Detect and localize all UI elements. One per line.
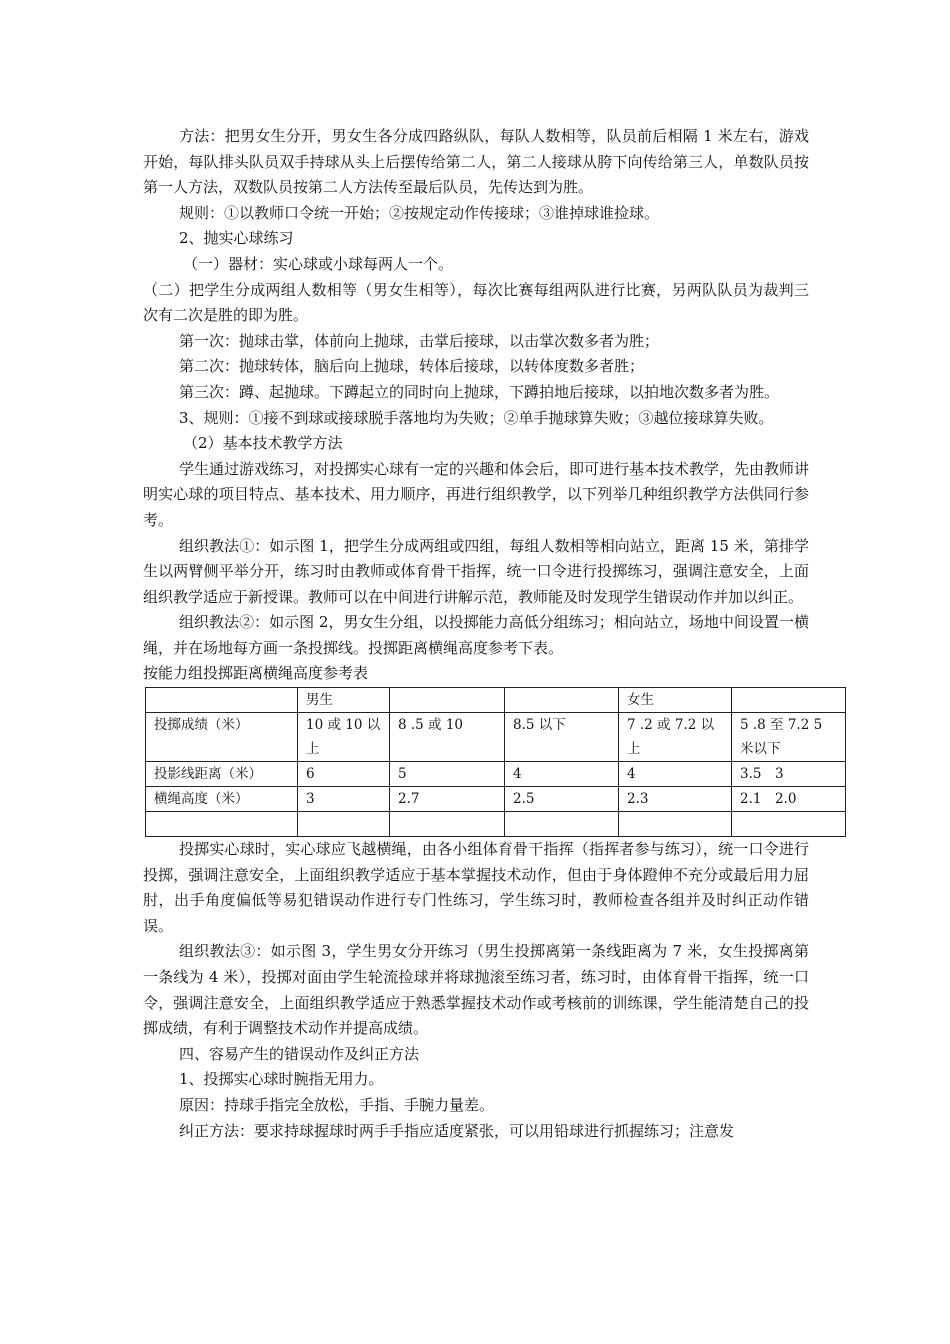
- table-cell: 2.7: [390, 787, 505, 812]
- table-cell: [390, 812, 505, 837]
- heading-error-1: 1、投掷实心球时腕指无用力。: [179, 1070, 384, 1089]
- table-cell: 3.5 3: [732, 762, 846, 787]
- table-cell: 4: [619, 762, 732, 787]
- table-cell: 10 或 10 以上: [298, 713, 390, 762]
- table-cell: 2.1 2.0: [732, 787, 846, 812]
- paragraph-rules-2: 3、规则：①接不到球或接球脱手落地均为失败；②单手抛球算失败；③越位接球算失败。: [179, 408, 774, 427]
- reference-table: [145, 687, 846, 837]
- paragraph-second-round: 第二次：抛球转体，脑后向上抛球，转体后接球，以转体度数多者胜；: [179, 357, 645, 376]
- table-cell: [298, 812, 390, 837]
- table-cell: 2.3: [619, 787, 732, 812]
- table-row: [146, 762, 846, 787]
- table-cell: [505, 688, 619, 713]
- table-cell: 2.5: [505, 787, 619, 812]
- table-cell: [732, 688, 846, 713]
- paragraph-third-round: 第三次：蹲、起抛球。下蹲起立的同时向上抛球，下蹲拍地后接球，以拍地次数多者为胜。: [179, 382, 780, 401]
- paragraph-method: 方法：把男女生分开，男女生各分成四路纵队，每队人数相等，队员前后相隔 1 米左右，游戏开始，每队排头队员双手持球从头上后摆传给第二人，第二人接球从胯下向传给第三人，单数队员按第一人方法，双数队员按第二人方法传至最后队员，先传达到为胜。: [143, 127, 809, 197]
- document-body: [143, 124, 823, 1144]
- table-cell: 5 .8 至 7.2 5 米以下: [732, 713, 846, 762]
- table-caption: 按能力组投掷距离横绳高度参考表: [143, 664, 369, 683]
- paragraph-equipment: （一）器材：实心球或小球每两人一个。: [183, 254, 454, 273]
- table-cell: 女生: [619, 688, 732, 713]
- table-cell: 男生: [298, 688, 390, 713]
- table-cell: 3: [298, 787, 390, 812]
- table-cell: [619, 812, 732, 837]
- paragraph-grouping: （二）把学生分成两组人数相等（男女生相等），每次比赛每组两队进行比赛，另两队队员为裁判三次有二次是胜的即为胜。: [143, 280, 809, 325]
- table-cell: 7 .2 或 7.2 以上: [619, 713, 732, 762]
- heading-basic-technique: （2）基本技术教学方法: [183, 434, 343, 453]
- table-cell: 8 .5 或 10: [390, 713, 505, 762]
- paragraph-cause: 原因：持球手指完全放松，手指、手腕力量差。: [179, 1096, 495, 1114]
- table-cell: [146, 688, 298, 713]
- paragraph-method-3: 组织教法③：如示图 3，学生男女分开练习（男生投掷离第一条线距离为 7 米，女生投掷离第一条线为 4 米），投掷对面由学生轮流捡球并将球抛滚至练习者，练习时，由体育骨干指挥，统一口令，强调注意安全，上面组织教学适应于熟悉掌握技术动作或考核前的训练课，学生能清楚自己的投掷成绩，有利于调整技术动作并提高成绩。: [143, 942, 809, 1038]
- paragraph-method-1: 组织教法①：如示图 1，把学生分成两组或四组，每组人数相等相向站立，距离 15 米，第排学生以两臂侧平举分开，练习时由教师或体育骨干指挥，统一口令进行投掷练习，强调注意安全，上面组织教学适应于新授课。教师可以在中间进行讲解示范，教师能及时发现学生错误动作并加以纠正。: [143, 536, 809, 606]
- table-cell: 横绳高度（米）: [146, 787, 298, 812]
- table-row: [146, 688, 846, 713]
- table-cell: [146, 812, 298, 837]
- table-row: [146, 787, 846, 812]
- table-cell: [732, 812, 846, 837]
- heading-errors: 四、容易产生的错误动作及纠正方法: [179, 1044, 420, 1063]
- table-cell: 5: [390, 762, 505, 787]
- table-cell: [505, 812, 619, 837]
- paragraph-rules: 规则：①以教师口令统一开始；②按规定动作传接球；③谁掉球谁捡球。: [179, 203, 660, 222]
- table-cell: 投掷成绩（米）: [146, 713, 298, 762]
- paragraph-throw-over-rope: 投掷实心球时，实心球应飞越横绳，由各小组体育骨干指挥（指挥者参与练习），统一口令进行投掷，强调注意安全，上面组织教学适应于基本掌握技术动作，但由于身体蹬伸不充分或最后用力屈肘，出手角度偏低等易犯错误动作进行专门性练习，学生练习时，教师检查各组并及时纠正动作错误。: [143, 840, 809, 935]
- table-row: [146, 812, 846, 837]
- table-row: [146, 713, 846, 762]
- paragraph-method-2: 组织教法②：如示图 2，男女生分组，以投掷能力高低分组练习；相向站立，场地中间设置一横绳，并在场地每方画一条投掷线。投掷距离横绳高度参考下表。: [143, 613, 809, 657]
- paragraph-technique-intro: 学生通过游戏练习，对投掷实心球有一定的兴趣和体会后，即可进行基本技术教学，先由教师讲明实心球的项目特点、基本技术、用力顺序，再进行组织教学，以下列举几种组织教学方法供同行参考。: [143, 459, 810, 529]
- table-cell: 4: [505, 762, 619, 787]
- paragraph-first-round: 第一次：抛球击掌，体前向上抛球，击掌后接球，以击掌次数多者为胜；: [179, 331, 660, 350]
- table-cell: 投影线距离（米）: [146, 762, 298, 787]
- table-cell: 6: [298, 762, 390, 787]
- heading-throw-practice: 2、抛实心球练习: [179, 229, 294, 248]
- paragraph-correction: 纠正方法：要求持球握球时两手手指应适度紧张，可以用铅球进行抓握练习；注意发: [179, 1121, 735, 1140]
- table-cell: 8.5 以下: [505, 713, 619, 762]
- table-cell: [390, 688, 505, 713]
